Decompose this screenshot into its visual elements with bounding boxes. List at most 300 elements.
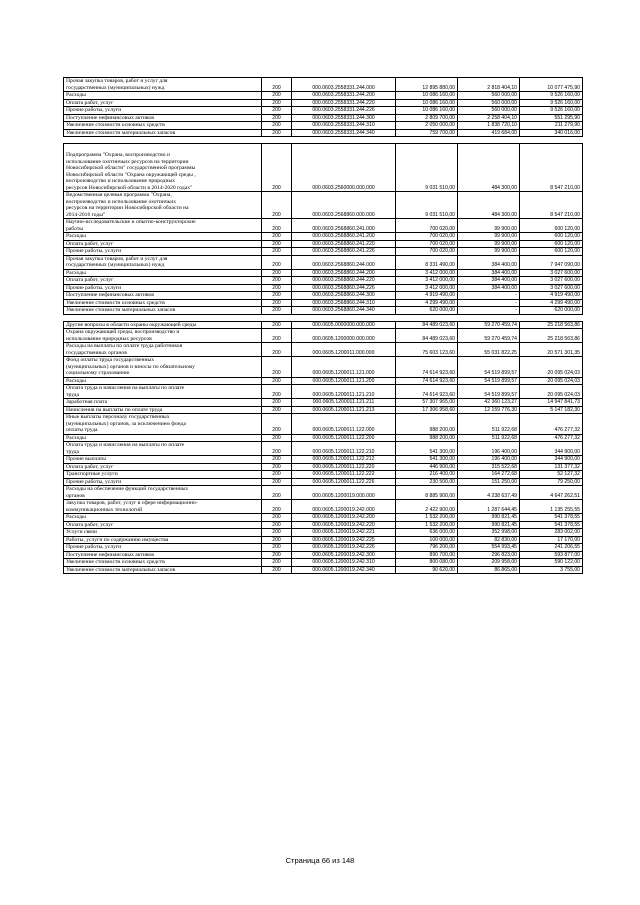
row-name-cell: Прочие работы, услуги — [64, 248, 262, 256]
table-spacer-row — [64, 314, 583, 321]
row-name-cell: Увеличение стоимости материальных запасов — [64, 307, 262, 315]
row-executed-cell: 54 519 899,57 — [458, 377, 520, 385]
row-name-cell: Расходы — [64, 434, 262, 442]
row-executed-cell: 196 400,00 — [458, 456, 520, 464]
table-row — [64, 107, 583, 115]
row-approved-cell: 2 050 000,00 — [396, 122, 458, 130]
row-kbk-cell: 000.0605.1200019.242.221 — [292, 529, 396, 537]
row-approved-cell: 17 306 958,60 — [396, 406, 458, 414]
row-kbk-cell: 000.0605.1200011.121.213 — [292, 406, 396, 414]
row-code-cell: 200 — [262, 284, 292, 292]
row-remaining-cell: 7 947 090,00 — [520, 255, 583, 269]
row-code-cell: 200 — [262, 385, 292, 399]
row-approved-cell: 700 020,00 — [396, 219, 458, 233]
row-remaining-cell: 4 299 490,00 — [520, 299, 583, 307]
row-name-cell: Поступление нефинансовых активов — [64, 292, 262, 300]
row-code-cell: 200 — [262, 292, 292, 300]
row-code-cell: 200 — [262, 99, 292, 107]
row-name-cell: Увеличение стоимости материальных запасов — [64, 129, 262, 137]
budget-table-body — [64, 78, 583, 574]
row-kbk-cell: 000.0603.2568860.241.200 — [292, 233, 396, 241]
row-code-cell: 200 — [262, 544, 292, 552]
row-executed-cell: 511 922,68 — [458, 434, 520, 442]
row-name-cell: Поступление нефинансовых активов — [64, 114, 262, 122]
row-kbk-cell: 000.0605.0000000.000.000 — [292, 321, 396, 329]
row-kbk-cell: 000.0603.2568860.244.220 — [292, 277, 396, 285]
row-remaining-cell: 10 077 475,90 — [520, 78, 583, 92]
row-approved-cell: 75 603 123,60 — [396, 343, 458, 357]
table-row — [64, 144, 583, 192]
table-row — [64, 514, 583, 522]
row-remaining-cell: 541 378,55 — [520, 521, 583, 529]
row-kbk-cell: 000.0603.2558331.244.220 — [292, 99, 396, 107]
row-kbk-cell: 000.0605.1200000.000.000 — [292, 329, 396, 343]
row-executed-cell: 54 519 899,57 — [458, 357, 520, 378]
row-code-cell: 200 — [262, 219, 292, 233]
table-row — [64, 551, 583, 559]
row-approved-cell: 800 080,00 — [396, 559, 458, 567]
table-row — [64, 292, 583, 300]
table-row — [64, 377, 583, 385]
row-name-cell: Закупка товаров, работ, услуг в сфере информационно- коммуникационных технологий — [64, 500, 262, 514]
table-row — [64, 78, 583, 92]
report-sheet — [63, 77, 582, 574]
row-kbk-cell: 000.0603.2568860.241.226 — [292, 248, 396, 256]
row-code-cell: 200 — [262, 299, 292, 307]
row-code-cell: 200 — [262, 321, 292, 329]
row-name-cell: Увеличение стоимости основных средств — [64, 559, 262, 567]
spacer-cell — [64, 137, 583, 144]
row-kbk-cell: 000.0603.2558331.244.226 — [292, 107, 396, 115]
row-kbk-cell: 000.0605.1200019.242.220 — [292, 521, 396, 529]
row-name-cell: Прочие выплаты — [64, 456, 262, 464]
row-name-cell: Оплата работ, услуг — [64, 99, 262, 107]
row-kbk-cell: 000.0605.1200011.122.000 — [292, 414, 396, 435]
row-code-cell: 200 — [262, 456, 292, 464]
row-approved-cell: 3 412 000,00 — [396, 269, 458, 277]
row-remaining-cell: 5 147 182,30 — [520, 406, 583, 414]
row-executed-cell: 560 000,00 — [458, 92, 520, 100]
row-remaining-cell: 14 947 841,73 — [520, 399, 583, 407]
row-name-cell: Увеличение стоимости материальных запасов — [64, 566, 262, 574]
row-name-cell: Научно-исследовательские и опытно-конструкторские работы — [64, 219, 262, 233]
row-name-cell: Прочие работы, услуги — [64, 284, 262, 292]
row-approved-cell: 700 020,00 — [396, 233, 458, 241]
row-code-cell: 200 — [262, 559, 292, 567]
row-executed-cell: 99 900,00 — [458, 233, 520, 241]
row-remaining-cell: 1 135 255,55 — [520, 500, 583, 514]
row-remaining-cell: 9 526 160,00 — [520, 92, 583, 100]
table-spacer-row — [64, 137, 583, 144]
row-executed-cell: 560 000,00 — [458, 107, 520, 115]
row-code-cell: 200 — [262, 78, 292, 92]
row-executed-cell: 86 865,00 — [458, 566, 520, 574]
row-name-cell: Расходы на выплаты по оплате труда работников государственных органов — [64, 343, 262, 357]
row-name-cell: Расходы — [64, 514, 262, 522]
row-kbk-cell: 000.0603.2568860.244.310 — [292, 299, 396, 307]
row-code-cell: 200 — [262, 248, 292, 256]
row-kbk-cell: 000.0605.1200011.121.000 — [292, 357, 396, 378]
row-remaining-cell: 131 377,32 — [520, 463, 583, 471]
row-kbk-cell: 000.0605.1200019.242.226 — [292, 544, 396, 552]
table-row — [64, 544, 583, 552]
row-remaining-cell: 283 002,00 — [520, 529, 583, 537]
row-executed-cell: 196 400,00 — [458, 442, 520, 456]
row-remaining-cell: 4 919 490,00 — [520, 292, 583, 300]
row-executed-cell: 554 993,45 — [458, 544, 520, 552]
row-remaining-cell: 593 877,00 — [520, 551, 583, 559]
row-name-cell: Оплата труда и начисления на выплаты по оплате труда — [64, 442, 262, 456]
table-row — [64, 92, 583, 100]
row-approved-cell: 988 200,00 — [396, 434, 458, 442]
row-name-cell: Прочие работы, услуги — [64, 478, 262, 486]
row-remaining-cell: 20 095 024,03 — [520, 385, 583, 399]
row-approved-cell: 1 532 200,00 — [396, 514, 458, 522]
table-row — [64, 343, 583, 357]
row-code-cell: 200 — [262, 92, 292, 100]
row-executed-cell: 384 400,00 — [458, 284, 520, 292]
row-code-cell: 200 — [262, 521, 292, 529]
table-row — [64, 559, 583, 567]
row-name-cell: Другие вопросы в области охраны окружающей среды — [64, 321, 262, 329]
row-remaining-cell: 551 295,90 — [520, 114, 583, 122]
row-kbk-cell: 000.0605.1200011.121.210 — [292, 385, 396, 399]
row-executed-cell: 384 400,00 — [458, 269, 520, 277]
row-remaining-cell: 340 016,00 — [520, 129, 583, 137]
row-kbk-cell: 000.0603.2560000.000.000 — [292, 144, 396, 192]
row-executed-cell: 54 519 899,57 — [458, 385, 520, 399]
row-kbk-cell: 000.0605.1200011.122.222 — [292, 471, 396, 479]
row-kbk-cell: 000.0603.2568860.244.300 — [292, 292, 396, 300]
row-approved-cell: 90 620,00 — [396, 566, 458, 574]
row-executed-cell: 99 900,00 — [458, 248, 520, 256]
table-row — [64, 471, 583, 479]
row-remaining-cell: 620 000,00 — [520, 307, 583, 315]
row-kbk-cell: 000.0605.1200019.242.310 — [292, 559, 396, 567]
row-approved-cell: 74 614 923,60 — [396, 385, 458, 399]
row-remaining-cell: 17 170,00 — [520, 536, 583, 544]
table-row — [64, 521, 583, 529]
row-approved-cell: 9 031 510,00 — [396, 144, 458, 192]
row-remaining-cell: 3 755,00 — [520, 566, 583, 574]
row-kbk-cell: 000.0605.1200011.121.211 — [292, 399, 396, 407]
table-row — [64, 406, 583, 414]
row-remaining-cell: 9 526 160,00 — [520, 99, 583, 107]
row-approved-cell: 890 700,00 — [396, 551, 458, 559]
row-remaining-cell: 8 547 210,00 — [520, 192, 583, 219]
row-name-cell: Услуги связи — [64, 529, 262, 537]
row-approved-cell: 2 422 900,00 — [396, 500, 458, 514]
row-kbk-cell: 000.0603.2568860.244.340 — [292, 307, 396, 315]
row-kbk-cell: 000.0605.1200019.242.200 — [292, 514, 396, 522]
table-row — [64, 299, 583, 307]
row-name-cell: Расходы — [64, 92, 262, 100]
row-approved-cell: 57 307 965,00 — [396, 399, 458, 407]
row-approved-cell: 8 885 900,00 — [396, 486, 458, 500]
row-executed-cell: - — [458, 292, 520, 300]
row-kbk-cell: 000.0603.2568860.244.000 — [292, 255, 396, 269]
table-row — [64, 434, 583, 442]
row-remaining-cell: 3 027 600,00 — [520, 277, 583, 285]
row-kbk-cell: 000.0605.1200019.242.300 — [292, 551, 396, 559]
row-executed-cell: 990 821,45 — [458, 521, 520, 529]
row-kbk-cell: 000.0605.1200019.242.340 — [292, 566, 396, 574]
table-row — [64, 536, 583, 544]
row-code-cell: 200 — [262, 500, 292, 514]
row-remaining-cell: 344 900,00 — [520, 456, 583, 464]
row-executed-cell: 55 031 822,25 — [458, 343, 520, 357]
row-executed-cell: 4 238 637,49 — [458, 486, 520, 500]
table-row — [64, 99, 583, 107]
row-code-cell: 200 — [262, 307, 292, 315]
row-executed-cell: 560 000,00 — [458, 99, 520, 107]
row-remaining-cell: 25 218 563,86 — [520, 321, 583, 329]
row-executed-cell: 42 360 123,27 — [458, 399, 520, 407]
row-kbk-cell: 000.0603.2558331.244.200 — [292, 92, 396, 100]
row-kbk-cell: 000.0603.2568860.244.226 — [292, 284, 396, 292]
table-row — [64, 192, 583, 219]
row-remaining-cell: 241 206,55 — [520, 544, 583, 552]
row-kbk-cell: 000.0603.2568860.000.000 — [292, 192, 396, 219]
row-executed-cell: 419 684,00 — [458, 129, 520, 137]
row-approved-cell: 620 000,00 — [396, 307, 458, 315]
row-approved-cell: 74 614 923,60 — [396, 377, 458, 385]
row-code-cell: 200 — [262, 114, 292, 122]
row-executed-cell: 296 823,00 — [458, 551, 520, 559]
row-executed-cell: 99 900,00 — [458, 240, 520, 248]
row-name-cell: Оплата работ, услуг — [64, 463, 262, 471]
row-approved-cell: 230 500,00 — [396, 478, 458, 486]
row-remaining-cell: 20 571 301,35 — [520, 343, 583, 357]
row-executed-cell: 1 287 644,45 — [458, 500, 520, 514]
row-remaining-cell: 3 027 600,00 — [520, 269, 583, 277]
row-kbk-cell: 000.0605.1200019.000.000 — [292, 486, 396, 500]
row-executed-cell: 384 400,00 — [458, 255, 520, 269]
row-code-cell: 200 — [262, 566, 292, 574]
row-code-cell: 200 — [262, 463, 292, 471]
row-name-cell: Оплата работ, услуг — [64, 277, 262, 285]
row-name-cell: Заработная плата — [64, 399, 262, 407]
row-code-cell: 200 — [262, 233, 292, 241]
row-name-cell: Оплата труда и начисления на выплаты по оплате труда — [64, 385, 262, 399]
table-row — [64, 277, 583, 285]
row-approved-cell: 4 299 490,00 — [396, 299, 458, 307]
table-row — [64, 240, 583, 248]
row-code-cell: 200 — [262, 343, 292, 357]
row-name-cell: Работы, услуги по содержанию имущества — [64, 536, 262, 544]
row-name-cell: Расходы на обеспечение функций государственных органов — [64, 486, 262, 500]
row-kbk-cell: 000.0605.1200019.242.225 — [292, 536, 396, 544]
row-remaining-cell: 590 122,00 — [520, 559, 583, 567]
row-executed-cell: 12 159 776,30 — [458, 406, 520, 414]
row-approved-cell: 988 200,00 — [396, 414, 458, 435]
row-approved-cell: 541 300,00 — [396, 456, 458, 464]
table-row — [64, 357, 583, 378]
table-row — [64, 478, 583, 486]
row-code-cell: 200 — [262, 192, 292, 219]
row-executed-cell: 484 300,00 — [458, 192, 520, 219]
row-approved-cell: 446 900,00 — [396, 463, 458, 471]
table-row — [64, 329, 583, 343]
row-code-cell: 200 — [262, 514, 292, 522]
row-remaining-cell: 476 277,32 — [520, 434, 583, 442]
row-name-cell: Прочие работы, услуги — [64, 107, 262, 115]
row-code-cell: 200 — [262, 399, 292, 407]
row-code-cell: 200 — [262, 357, 292, 378]
row-kbk-cell: 000.0605.1200011.122.200 — [292, 434, 396, 442]
row-approved-cell: 541 300,00 — [396, 442, 458, 456]
row-code-cell: 200 — [262, 277, 292, 285]
row-code-cell: 200 — [262, 329, 292, 343]
row-approved-cell: 8 331 490,00 — [396, 255, 458, 269]
row-kbk-cell: 000.0605.1200011.121.200 — [292, 377, 396, 385]
row-kbk-cell: 000.0603.2558331.244.310 — [292, 122, 396, 130]
table-row — [64, 399, 583, 407]
row-name-cell: Фонд оплаты труда государственных (муниципальных) органов и взносы по обязательному социальному страхованию — [64, 357, 262, 378]
row-executed-cell: 484 300,00 — [458, 144, 520, 192]
row-approved-cell: 10 086 160,00 — [396, 92, 458, 100]
row-name-cell: Оплата работ, услуг — [64, 240, 262, 248]
row-name-cell: Увеличение стоимости основных средств — [64, 299, 262, 307]
row-kbk-cell: 000.0603.2568860.241.000 — [292, 219, 396, 233]
row-executed-cell: 990 821,45 — [458, 514, 520, 522]
row-name-cell: Иные выплаты персоналу государственных (муниципальных) органов, за исключением фонда оплаты труда — [64, 414, 262, 435]
row-remaining-cell: 52 127,32 — [520, 471, 583, 479]
row-executed-cell: 82 830,00 — [458, 536, 520, 544]
row-name-cell: Прочая закупка товаров, работ и услуг для государственных (муниципальных) нужд — [64, 255, 262, 269]
table-row — [64, 122, 583, 130]
row-name-cell: Прочая закупка товаров, работ и услуг для государственных (муниципальных) нужд — [64, 78, 262, 92]
row-code-cell: 200 — [262, 269, 292, 277]
row-executed-cell: 2 258 404,10 — [458, 114, 520, 122]
row-approved-cell: 100 000,00 — [396, 536, 458, 544]
row-kbk-cell: 000.0603.2558331.244.000 — [292, 78, 396, 92]
row-approved-cell: 84 489 023,60 — [396, 321, 458, 329]
row-name-cell: Поступление нефинансовых активов — [64, 551, 262, 559]
table-row — [64, 269, 583, 277]
row-name-cell: Транспортные услуги — [64, 471, 262, 479]
row-approved-cell: 10 086 160,00 — [396, 99, 458, 107]
row-code-cell: 200 — [262, 536, 292, 544]
row-name-cell: Расходы — [64, 233, 262, 241]
row-approved-cell: 84 489 023,60 — [396, 329, 458, 343]
row-approved-cell: 216 400,00 — [396, 471, 458, 479]
row-executed-cell: 511 922,68 — [458, 414, 520, 435]
row-name-cell: Расходы — [64, 377, 262, 385]
row-code-cell: 200 — [262, 434, 292, 442]
table-row — [64, 566, 583, 574]
row-kbk-cell: 000.0605.1200019.242.000 — [292, 500, 396, 514]
row-code-cell: 200 — [262, 478, 292, 486]
table-row — [64, 255, 583, 269]
row-code-cell: 200 — [262, 414, 292, 435]
row-remaining-cell: 600 120,00 — [520, 240, 583, 248]
row-executed-cell: 59 270 459,74 — [458, 329, 520, 343]
row-approved-cell: 74 614 923,60 — [396, 357, 458, 378]
row-executed-cell: 1 838 720,10 — [458, 122, 520, 130]
row-remaining-cell: 541 378,55 — [520, 514, 583, 522]
row-approved-cell: 700 020,00 — [396, 240, 458, 248]
table-row — [64, 233, 583, 241]
row-name-cell: Оплата работ, услуг — [64, 521, 262, 529]
row-approved-cell: 9 031 510,00 — [396, 192, 458, 219]
row-executed-cell: 151 250,00 — [458, 478, 520, 486]
row-executed-cell: - — [458, 299, 520, 307]
budget-table — [63, 77, 583, 574]
row-remaining-cell: 3 027 600,00 — [520, 284, 583, 292]
table-row — [64, 248, 583, 256]
row-name-cell: Расходы — [64, 269, 262, 277]
row-remaining-cell: 9 526 160,00 — [520, 107, 583, 115]
row-approved-cell: 2 809 700,00 — [396, 114, 458, 122]
row-remaining-cell: 25 218 563,86 — [520, 329, 583, 343]
row-code-cell: 200 — [262, 377, 292, 385]
row-remaining-cell: 4 647 262,51 — [520, 486, 583, 500]
row-executed-cell: 164 272,68 — [458, 471, 520, 479]
row-code-cell: 200 — [262, 240, 292, 248]
row-kbk-cell: 000.0605.1200011.122.212 — [292, 456, 396, 464]
row-kbk-cell: 000.0605.1200011.122.220 — [292, 463, 396, 471]
row-remaining-cell: 20 095 024,03 — [520, 377, 583, 385]
row-approved-cell: 4 919 490,00 — [396, 292, 458, 300]
row-code-cell: 200 — [262, 107, 292, 115]
row-executed-cell: 315 522,68 — [458, 463, 520, 471]
table-row — [64, 463, 583, 471]
row-remaining-cell: 79 250,00 — [520, 478, 583, 486]
table-row — [64, 414, 583, 435]
row-approved-cell: 1 532 200,00 — [396, 521, 458, 529]
row-remaining-cell: 8 547 210,00 — [520, 144, 583, 192]
row-executed-cell: 59 270 459,74 — [458, 321, 520, 329]
row-remaining-cell: 600 120,00 — [520, 248, 583, 256]
row-executed-cell: 99 900,00 — [458, 219, 520, 233]
table-row — [64, 486, 583, 500]
table-row — [64, 500, 583, 514]
row-code-cell: 200 — [262, 442, 292, 456]
row-code-cell: 200 — [262, 255, 292, 269]
row-approved-cell: 10 086 160,00 — [396, 107, 458, 115]
row-remaining-cell: 600 120,00 — [520, 219, 583, 233]
table-row — [64, 284, 583, 292]
row-name-cell: Подпрограмма "Охрана, воспроизводство и использование охотничьих ресурсов на территории Новосибирской области" государственной программы Новосибирской области "Охрана окружающей среды , воспроизводство и использование природных ресурсов Новосибирской области в 2014-2020 годах" — [64, 144, 262, 192]
row-executed-cell: 2 818 404,10 — [458, 78, 520, 92]
row-approved-cell: 12 895 880,00 — [396, 78, 458, 92]
row-name-cell: Увеличение стоимости основных средств — [64, 122, 262, 130]
table-row — [64, 442, 583, 456]
row-name-cell: Прочие работы, услуги — [64, 544, 262, 552]
table-row — [64, 321, 583, 329]
row-code-cell: 200 — [262, 122, 292, 130]
row-code-cell: 200 — [262, 486, 292, 500]
row-remaining-cell: 20 095 024,03 — [520, 357, 583, 378]
row-remaining-cell: 600 120,00 — [520, 233, 583, 241]
row-executed-cell: 352 998,00 — [458, 529, 520, 537]
row-code-cell: 200 — [262, 529, 292, 537]
row-code-cell: 200 — [262, 471, 292, 479]
table-row — [64, 385, 583, 399]
row-code-cell: 200 — [262, 144, 292, 192]
row-approved-cell: 700 020,00 — [396, 248, 458, 256]
page-number: Страница 66 из 148 — [285, 856, 355, 865]
row-remaining-cell: 211 279,90 — [520, 122, 583, 130]
row-kbk-cell: 000.0603.2568860.244.200 — [292, 269, 396, 277]
row-executed-cell: 209 958,00 — [458, 559, 520, 567]
spacer-cell — [64, 314, 583, 321]
row-code-cell: 200 — [262, 129, 292, 137]
table-row — [64, 219, 583, 233]
row-name-cell: Ведомственная целевая программа "Охрана, воспроизводство и использование охотничьих ресурсов на территории Новосибирской области на 2014-2016 годы" — [64, 192, 262, 219]
row-approved-cell: 636 000,00 — [396, 529, 458, 537]
